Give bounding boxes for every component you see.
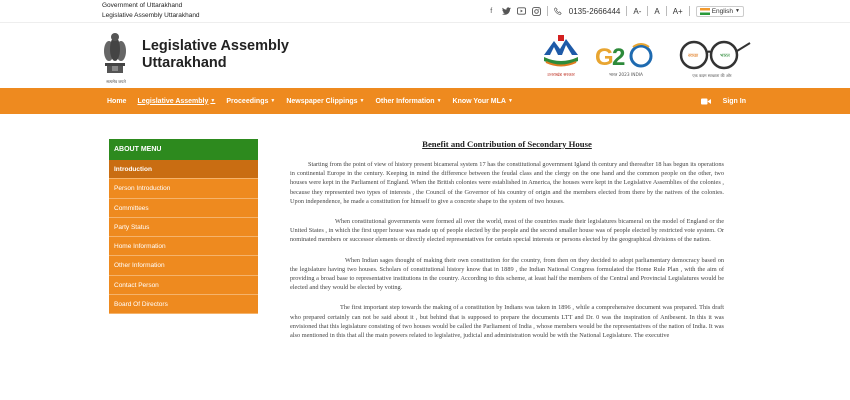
font-normal-button[interactable]: A: [654, 6, 660, 16]
phone-icon: [554, 7, 563, 16]
uttarakhand-govt-logo: [540, 33, 582, 79]
nav-other-information-label: Other Information: [375, 97, 435, 105]
svg-text:भारत: भारत: [720, 53, 730, 59]
sign-in-link[interactable]: Sign In: [722, 97, 746, 105]
article-content: [290, 136, 724, 351]
svg-text:2: 2: [612, 44, 626, 71]
chevron-down-icon: ▼: [359, 98, 365, 104]
sidebar-item-home-information[interactable]: Home Information: [109, 237, 258, 256]
video-camera-icon[interactable]: [701, 98, 711, 105]
sidebar-item-person-introduction[interactable]: Person Introduction: [109, 179, 258, 198]
nav-newspaper-clippings-label: Newspaper Clippings: [286, 97, 358, 105]
state-emblem-icon[interactable]: [101, 29, 129, 77]
sidebar-item-party-status[interactable]: Party Status: [109, 218, 258, 237]
gov-line-1: Government of Uttarakhand: [102, 2, 183, 9]
svg-text:स्वच्छ: स्वच्छ: [688, 53, 699, 59]
nav-legislative-assembly[interactable]: [137, 98, 215, 105]
divider: [626, 6, 627, 16]
nav-proceedings[interactable]: [226, 98, 275, 105]
language-label: English: [711, 7, 734, 15]
chevron-down-icon: ▼: [735, 8, 740, 14]
article-paragraph: Starting from the point of view of history present bicameral system 17 has the constitutional government Igland th century and thereafter 18 has begun its operations in continental Europe in the century. Keeping in mind the difference between the feudal class and the clergy on the one hand and the common people on the other, two houses were kept in the Parliament of England. When the British colonies were established in America, the houses were kept in the Legislative Assemblies of the colonies , because they represented two types of interests , the Council of the Governor of his country of origin and the members elected from there by the natives of the colonies. Upon independence, he made a constitution for himself to give a concrete shape to the system of two houses.: [290, 161, 724, 205]
sidebar-item-other-information[interactable]: Other Information: [109, 256, 258, 275]
gov-line-2: Legislative Assembly Uttarakhand: [102, 12, 200, 19]
nav-know-your-mla-label: Know Your MLA: [452, 97, 506, 105]
india-flag-icon: [700, 8, 710, 15]
nav-home-label: Home: [107, 97, 127, 105]
sidebar-item-contact-person[interactable]: Contact Person: [109, 276, 258, 295]
divider: [647, 6, 648, 16]
top-utilities: [487, 3, 744, 19]
title-line-1: Legislative Assembly: [142, 38, 289, 54]
article-title: Benefit and Contribution of Secondary House: [422, 139, 592, 149]
divider: [547, 6, 548, 16]
sidebar-item-board-of-directors[interactable]: Board Of Directors: [109, 295, 258, 314]
main-navigation: [0, 88, 850, 114]
swachh-bharat-logo: [672, 35, 752, 81]
sidebar-item-committees[interactable]: Committees: [109, 199, 258, 218]
chevron-down-icon: ▼: [436, 98, 442, 104]
g20-logo: [595, 37, 657, 79]
twitter-icon[interactable]: [502, 7, 511, 16]
nav-newspaper-clippings[interactable]: [286, 98, 364, 105]
nav-other-information[interactable]: [375, 98, 441, 105]
logo2-caption: भारत 2023 INDIA: [608, 73, 644, 78]
about-menu-sidebar: [109, 139, 258, 314]
article-paragraph: When constitutional governments were formed all over the world, most of the countries made their legislatures bicameral on the model of England or the United States , in which the first upper house was made up of people elected by the people and the second smaller house was of people elected by restricted vote system. Or nominated members or successor elements or directly elected representatives for certain special interests or persons elected by the geographical divisions of the nation.: [290, 218, 724, 244]
nav-know-your-mla[interactable]: [453, 98, 513, 105]
government-label: [102, 1, 200, 21]
top-bar: [0, 0, 850, 22]
nav-proceedings-label: Proceedings: [226, 97, 269, 105]
svg-text:G: G: [595, 44, 614, 71]
divider: [666, 6, 667, 16]
language-select[interactable]: [696, 6, 744, 17]
font-decrease-button[interactable]: A-: [633, 6, 642, 16]
article-paragraph: The first important step towards the making of a constitution by Indians was taken in 1896 , while a comprehensive document was prepared. This draft who prepared certainly can not be said about it , but behind that is supposed to prepare the documents LTT and Dr. 0 was the inspiration of Anibesent. In this it was envisioned that this legislature consisting of two houses would be called the Parliament of India , whose members would be the representatives of the nation of India. It was also mentioned in this that all the main powers related to legislative, judicial and administration would be with the National Legislature. The executive: [290, 304, 724, 340]
about-menu-heading: ABOUT MENU: [109, 139, 258, 160]
divider: [689, 6, 690, 16]
font-increase-button[interactable]: A+: [672, 6, 683, 16]
article-paragraph: When Indian sages thought of making their own constitution for the country, from then on they decided to adopt parliamentary democracy based on the legislature having two houses. Scholars of constitutional history know that in 1889 , the Indian National Congress formulated the Home Rule Plan , with the aim of providing a broad base to representative institutions in the country. According to this scheme, at least half the members of the Central and Provincial Legislatures would be elected and they would be elected by voting.: [290, 256, 724, 292]
chevron-down-icon: ▼: [210, 98, 216, 104]
youtube-icon[interactable]: [517, 7, 526, 16]
emblem-caption: सत्यमेव जयते: [106, 79, 126, 84]
facebook-icon[interactable]: f: [490, 7, 493, 15]
chevron-down-icon: ▼: [270, 98, 276, 104]
logo3-caption: एक कदम स्वच्छता की ओर: [692, 73, 732, 78]
phone-number: 0135-2666444: [568, 6, 621, 16]
site-header: [0, 22, 850, 88]
title-line-2: Uttarakhand: [142, 55, 227, 71]
instagram-icon[interactable]: [532, 7, 541, 16]
nav-home[interactable]: [107, 98, 126, 105]
site-title[interactable]: [142, 38, 289, 72]
chevron-down-icon: ▼: [507, 98, 513, 104]
nav-legislative-assembly-label: Legislative Assembly: [137, 97, 209, 105]
logo1-caption: उत्तराखंड सरकार: [547, 73, 575, 78]
sidebar-item-introduction[interactable]: Introduction: [109, 160, 258, 179]
